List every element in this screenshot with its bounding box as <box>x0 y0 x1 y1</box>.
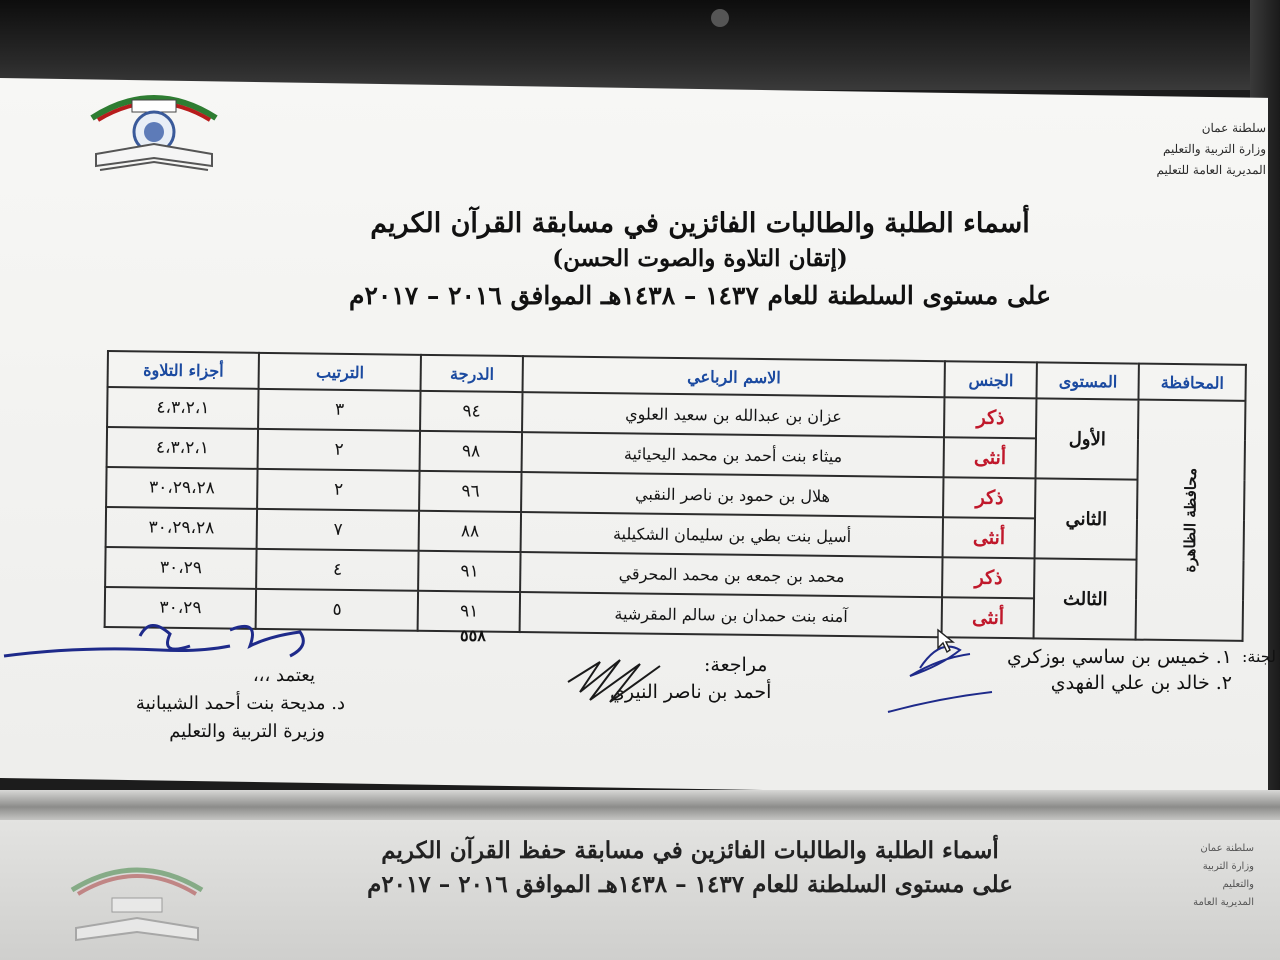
ministry-line: المديرية العامة للتعليم <box>1156 163 1266 177</box>
score-cell: ٩٦ <box>419 471 521 512</box>
header-gender: الجنس <box>945 361 1037 398</box>
light-reflection-icon <box>690 0 750 40</box>
committee-head: لجنة: <box>1242 647 1276 666</box>
mouse-cursor-icon <box>936 628 958 654</box>
reviewer-label: مراجعة: <box>703 654 768 676</box>
committee-member: ٢. خالد بن علي الفهدي <box>1050 672 1232 694</box>
parts-cell: ٣٠،٢٩،٢٨ <box>106 467 258 509</box>
parts-cell: ٣٠،٢٩ <box>105 587 257 629</box>
winners-table <box>104 350 1247 642</box>
parts-cell: ٤،٣،٢،١ <box>107 427 259 469</box>
approval-label: يعتمد ،،، <box>252 665 315 686</box>
ministry-line: وزارة التربية والتعليم <box>1202 861 1254 890</box>
header-score: الدرجة <box>421 355 523 392</box>
level-cell: الأول <box>1036 398 1139 479</box>
name-cell: هلال بن حمود بن ناصر النقبي <box>521 472 943 517</box>
header-parts: أجزاء التلاوة <box>108 351 260 389</box>
approval-name: د. مديحة بنت أحمد الشيبانية <box>135 693 345 714</box>
approval-org: وزيرة التربية والتعليم <box>169 721 325 742</box>
name-cell: أسيل بنت بطي بن سليمان الشكيلية <box>521 512 943 557</box>
score-cell: ٩٨ <box>420 431 522 472</box>
header-rank: الترتيب <box>259 353 421 391</box>
parts-cell: ٤،٣،٢،١ <box>107 387 259 429</box>
gender-cell: أنثى <box>944 437 1036 478</box>
score-cell: ٩١ <box>418 591 520 632</box>
second-ministry-header <box>1184 840 1254 912</box>
title-line-3: على مستوى السلطنة للعام ١٤٣٧ – ١٤٣٨هـ الموافق ٢٠١٦ – ٢٠١٧م <box>348 281 1051 310</box>
level-cell: الثالث <box>1034 558 1137 639</box>
name-cell: ميثاء بنت أحمد بن محمد اليحيائية <box>522 432 944 477</box>
gender-cell: ذكر <box>942 557 1034 598</box>
committee-block <box>1007 644 1276 696</box>
ministry-line: سلطنة عمان <box>1201 121 1266 135</box>
header-name: الاسم الرباعي <box>523 356 945 397</box>
rank-cell: ٤ <box>256 549 418 591</box>
rank-cell: ٢ <box>258 429 420 471</box>
rank-cell: ٣ <box>258 389 420 431</box>
monitor-bezel-top <box>0 0 1280 90</box>
second-document-title <box>250 834 1130 902</box>
reviewer-signature-icon <box>560 652 670 712</box>
score-cell: ٩١ <box>418 551 520 592</box>
total-score: ٥٥٨ <box>460 626 486 645</box>
reviewer-name: أحمد بن ناصر النيري <box>610 681 772 703</box>
name-cell: عزان بن عبدالله بن سعيد العلوي <box>522 392 944 437</box>
ministry-line: وزارة التربية والتعليم <box>1162 142 1266 156</box>
name-cell: آمنه بنت حمدان بن سالم المقرشية <box>520 592 942 637</box>
gender-cell: أنثى <box>943 517 1035 558</box>
approval-signature-icon <box>0 616 330 686</box>
rank-cell: ٧ <box>257 509 419 551</box>
score-cell: ٨٨ <box>419 511 521 552</box>
rank-cell: ٢ <box>257 469 419 511</box>
parts-cell: ٣٠،٢٩،٢٨ <box>106 507 258 549</box>
name-cell: محمد بن جمعه بن محمد المحرقي <box>520 552 942 597</box>
header-level: المستوى <box>1037 362 1139 399</box>
rank-cell: ٥ <box>256 589 418 631</box>
ministry-header <box>1146 118 1266 181</box>
header-governorate: المحافظة <box>1139 364 1246 401</box>
gender-cell: ذكر <box>944 397 1036 438</box>
governorate-cell: محافظة الظاهرة <box>1136 400 1246 641</box>
second-title-line-1: أسماء الطلبة والطالبات الفائزين في مسابقة حفظ القرآن الكريم <box>381 837 999 864</box>
level-cell: الثاني <box>1035 478 1138 559</box>
committee-member: ١. خميس بن ساسي بوزكري <box>1007 646 1232 668</box>
parts-cell: ٣٠،٢٩ <box>105 547 257 589</box>
title-line-2: (إتقان التلاوة والصوت الحسن) <box>552 245 848 272</box>
document-title <box>250 205 1150 317</box>
competition-logo-icon <box>62 850 212 950</box>
score-cell: ٩٤ <box>420 391 522 432</box>
gender-cell: ذكر <box>943 477 1035 518</box>
second-title-line-2: على مستوى السلطنة للعام ١٤٣٧ – ١٤٣٨هـ الموافق ٢٠١٦ – ٢٠١٧م <box>367 871 1013 898</box>
page-divider <box>0 790 1280 824</box>
gender-cell: أنثى <box>942 597 1034 638</box>
ministry-line: المديرية العامة <box>1193 897 1254 908</box>
title-line-1: أسماء الطلبة والطالبات الفائزين في مسابقة القرآن الكريم <box>370 208 1030 239</box>
competition-logo-icon <box>86 84 222 176</box>
ministry-line: سلطنة عمان <box>1200 843 1254 854</box>
